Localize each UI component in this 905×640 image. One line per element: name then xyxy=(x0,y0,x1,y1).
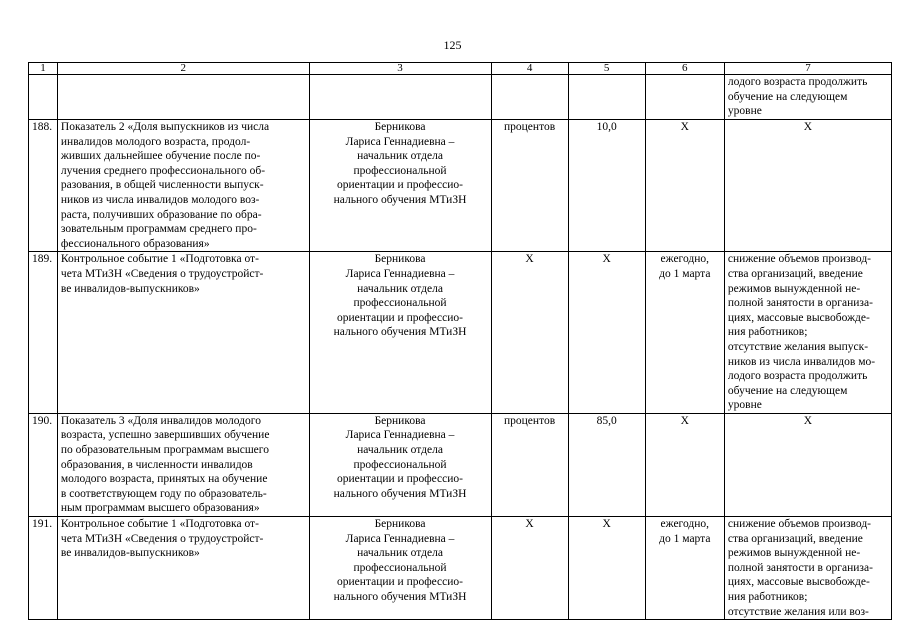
row-value: Х xyxy=(568,517,645,620)
row-value: Х xyxy=(568,252,645,414)
header-row xyxy=(29,63,892,75)
cell-empty xyxy=(57,75,309,120)
row-number: 188. xyxy=(29,120,58,252)
row-responsible: Берникова Лариса Геннадиевна – начальник отдела профессиональной ориентации и профессио- нального обучения МТиЗН xyxy=(309,120,491,252)
row-value: 85,0 xyxy=(568,413,645,516)
row-unit: Х xyxy=(491,517,568,620)
cell-empty xyxy=(29,75,58,120)
row-risks: Х xyxy=(724,413,891,516)
row-description: Контрольное событие 1 «Подготовка от- чета МТиЗН «Сведения о трудоустройст- ве инвалидов-выпускников» xyxy=(57,252,309,414)
header-col-3: 3 xyxy=(309,63,491,75)
cell-empty xyxy=(309,75,491,120)
row-value: 10,0 xyxy=(568,120,645,252)
row-deadline: Х xyxy=(645,120,724,252)
header-col-7: 7 xyxy=(724,63,891,75)
table-row xyxy=(29,413,892,516)
row-risks: Х xyxy=(724,120,891,252)
cell-empty xyxy=(491,75,568,120)
row-responsible: Берникова Лариса Геннадиевна – начальник отдела профессиональной ориентации и профессио- нального обучения МТиЗН xyxy=(309,517,491,620)
header-col-4: 4 xyxy=(491,63,568,75)
row-description: Показатель 3 «Доля инвалидов молодого возраста, успешно завершивших обучение по образовательным программам высшего образования, в численности инвалидов молодого возраста, принятых на обучение в соответствующем году по образователь- ным программам высшего образования» xyxy=(57,413,309,516)
row-number: 190. xyxy=(29,413,58,516)
row-risks: снижение объемов производ- ства организаций, введение режимов вынужденной не- полной занятости в организа- циях, массовые высвобожде- ния работников; отсутствие желания выпуск- ников из числа инвалидов мо- лодого возраста продолжить обучение на следующем уровне xyxy=(724,252,891,414)
row-unit: процентов xyxy=(491,413,568,516)
header-col-5: 5 xyxy=(568,63,645,75)
continuation-row xyxy=(29,75,892,120)
row-number: 191. xyxy=(29,517,58,620)
row-unit: процентов xyxy=(491,120,568,252)
row-description: Контрольное событие 1 «Подготовка от- чета МТиЗН «Сведения о трудоустройст- ве инвалидов-выпускников» xyxy=(57,517,309,620)
row-responsible: Берникова Лариса Геннадиевна – начальник отдела профессиональной ориентации и профессио- нального обучения МТиЗН xyxy=(309,252,491,414)
row-unit: Х xyxy=(491,252,568,414)
header-col-1: 1 xyxy=(29,63,58,75)
table-row xyxy=(29,517,892,620)
indicators-table xyxy=(28,62,892,620)
cell-empty xyxy=(568,75,645,120)
table-row xyxy=(29,120,892,252)
table-row xyxy=(29,252,892,414)
row-deadline: ежегодно, до 1 марта xyxy=(645,517,724,620)
row-risks: снижение объемов производ- ства организаций, введение режимов вынужденной не- полной занятости в организа- циях, массовые высвобожде- ния работников; отсутствие желания или воз- xyxy=(724,517,891,620)
header-col-2: 2 xyxy=(57,63,309,75)
continuation-risks: лодого возраста продолжить обучение на следующем уровне xyxy=(724,75,891,120)
row-responsible: Берникова Лариса Геннадиевна – начальник отдела профессиональной ориентации и профессио- нального обучения МТиЗН xyxy=(309,413,491,516)
row-number: 189. xyxy=(29,252,58,414)
page-number: 125 xyxy=(443,38,462,52)
row-deadline: ежегодно, до 1 марта xyxy=(645,252,724,414)
row-deadline: Х xyxy=(645,413,724,516)
cell-empty xyxy=(645,75,724,120)
header-col-6: 6 xyxy=(645,63,724,75)
row-description: Показатель 2 «Доля выпускников из числа инвалидов молодого возраста, продол- живших дальнейшее обучение после по- лучения среднего профессионального об- разования, в общей численности выпуск- ников из числа инвалидов молодого воз- раста, получивших образование по обра- зовательным программам среднего про- фессионального образования» xyxy=(57,120,309,252)
